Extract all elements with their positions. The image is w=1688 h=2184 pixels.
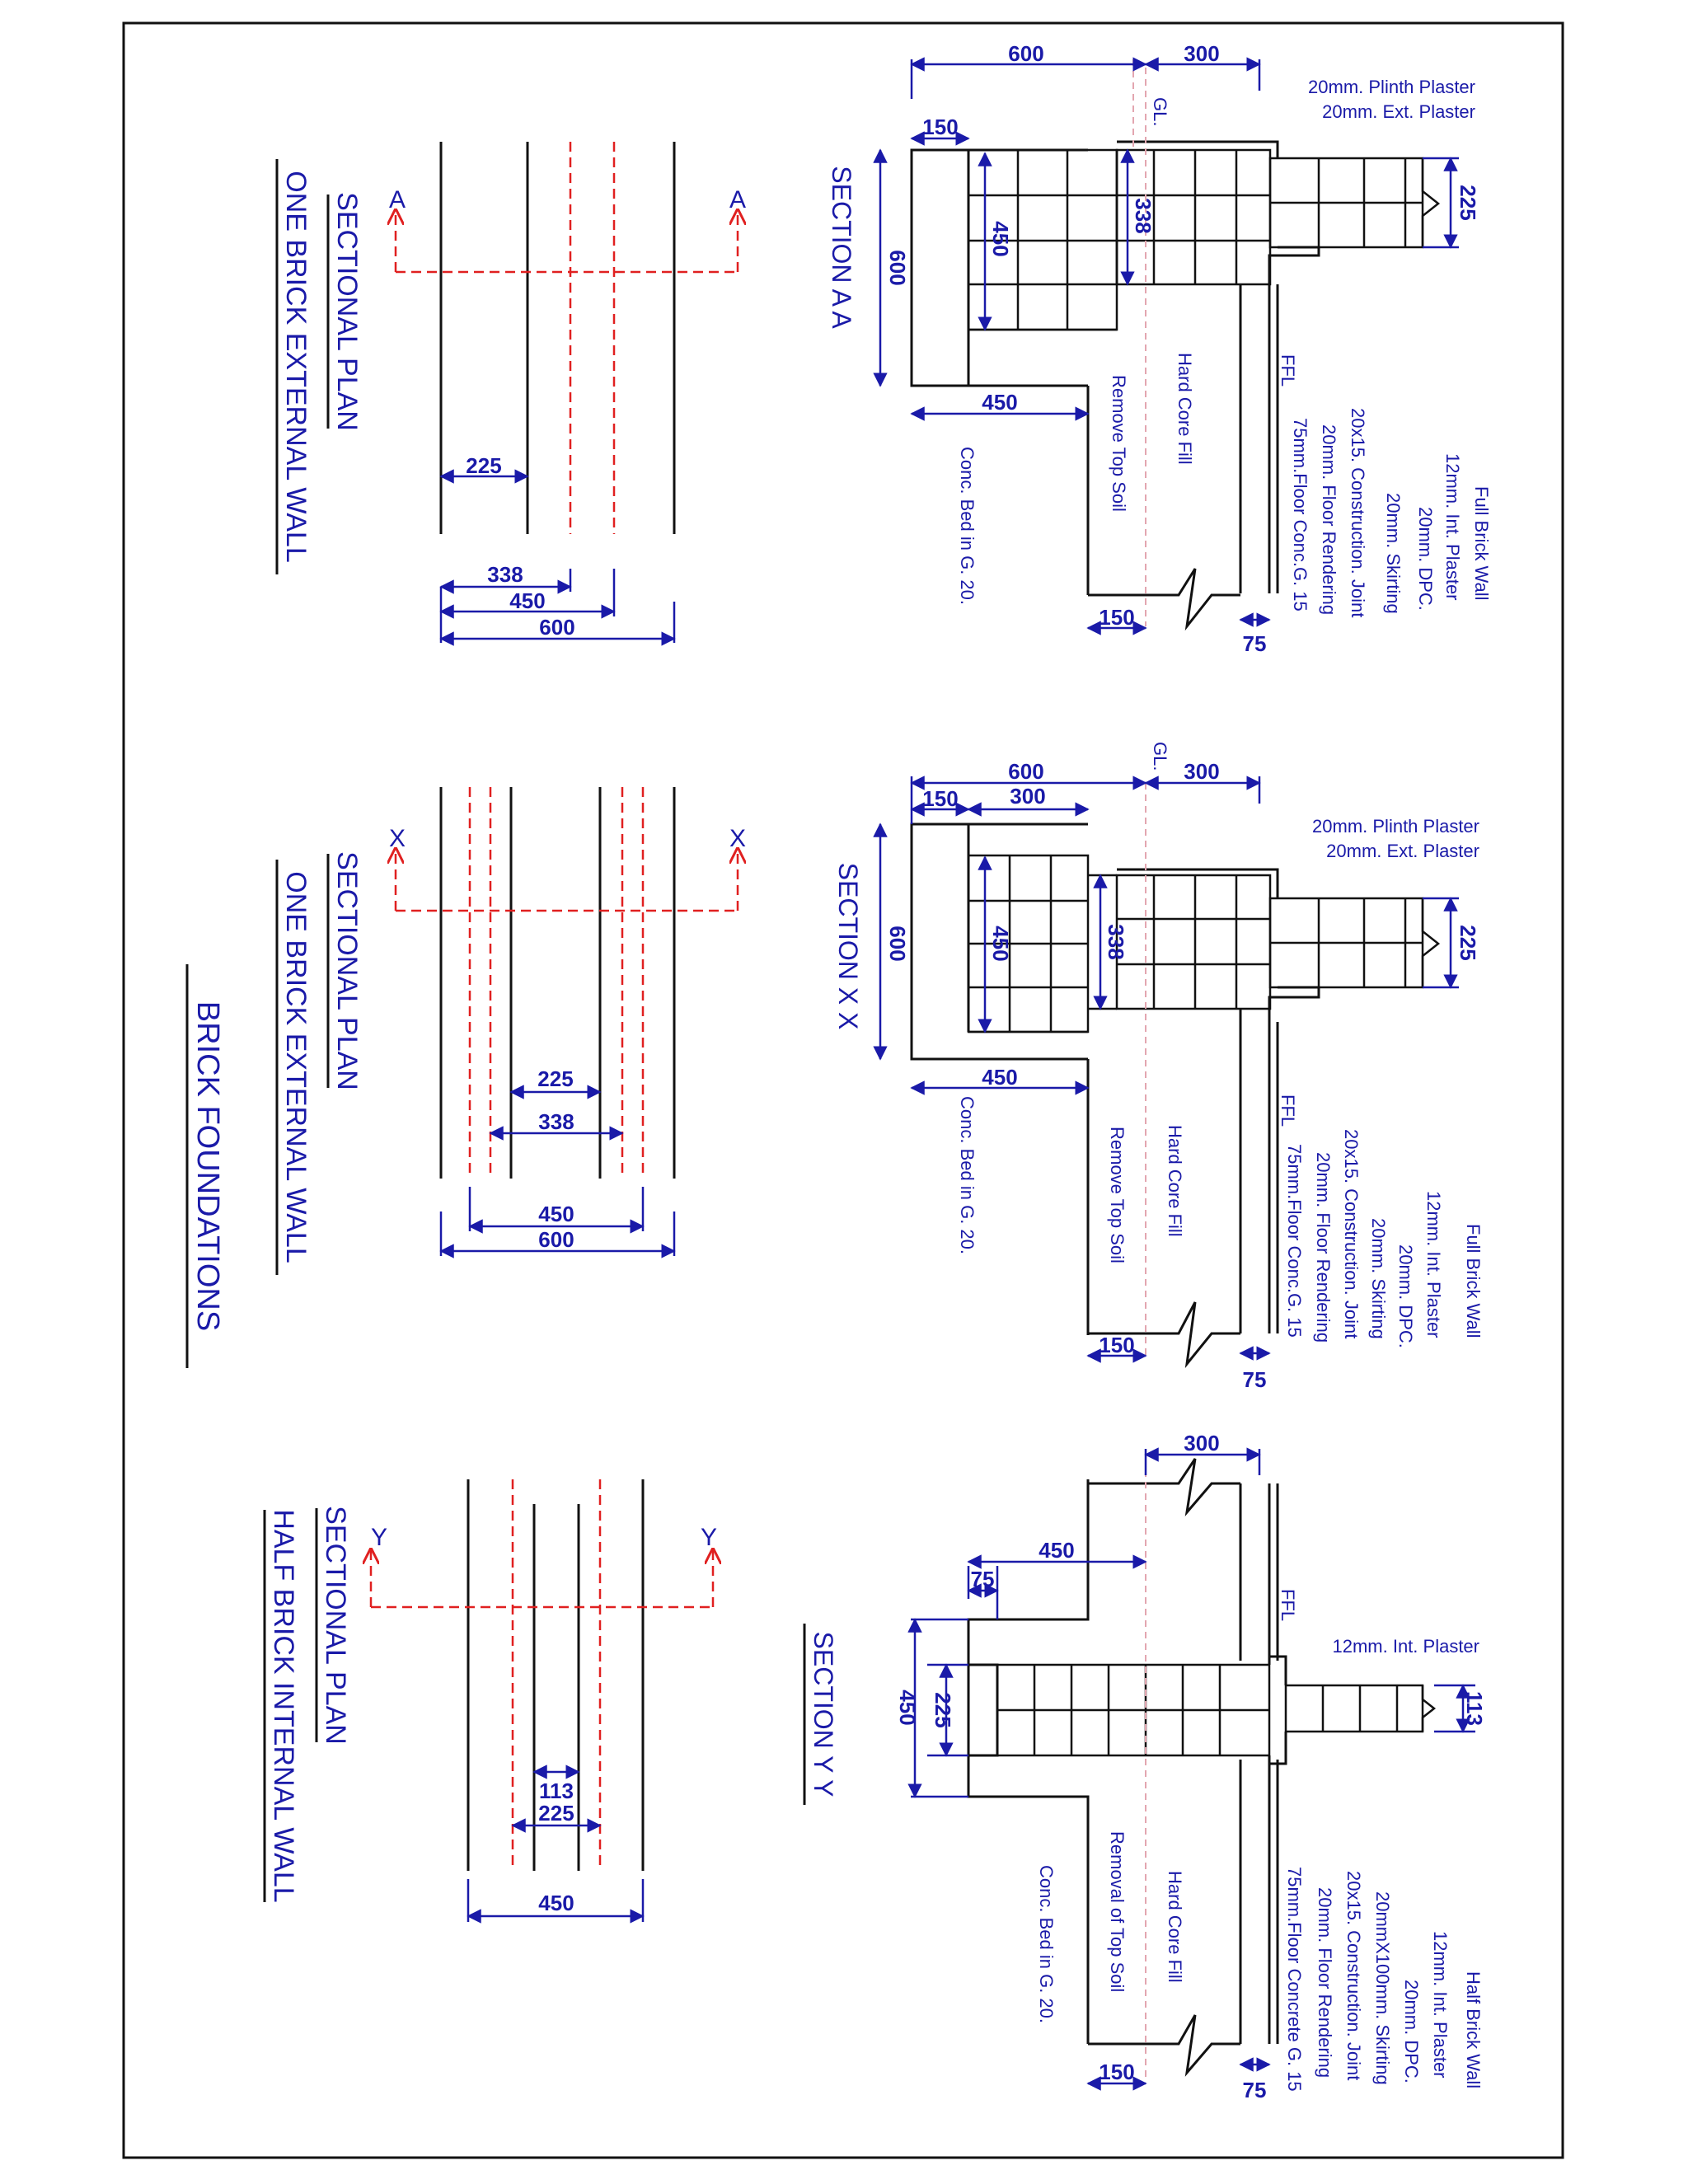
sec-y-bed: Conc. Bed in G. 20. (1036, 1865, 1057, 2023)
sec-y-dim-225v: 225 (931, 1692, 955, 1728)
svg-text:BRICK FOUNDATIONS: BRICK FOUNDATIONS (190, 1001, 225, 1332)
section-x (833, 742, 1484, 1392)
sec-y-note-4: 20x15. Construction. Joint (1343, 1871, 1364, 2081)
plan-y-dim-113: 113 (539, 1779, 574, 1803)
sec-y-dim-113v: 113 (1462, 1691, 1487, 1726)
cut-marker-a-left: A (388, 186, 406, 213)
sec-y-dim-450: 450 (1039, 1538, 1075, 1563)
sec-y-ffl: FFL (1278, 1589, 1298, 1622)
sec-x-note-4: 20x15. Construction. Joint (1341, 1129, 1362, 1339)
sec-a-dim-300: 300 (1184, 41, 1220, 66)
sec-x-note-5: 20mm. Floor Rendering (1313, 1152, 1334, 1343)
sec-x-plaster-2: 20mm. Ext. Plaster (1326, 841, 1479, 861)
cut-marker-y-left: Y (370, 1524, 388, 1551)
sec-a-plaster-2: 20mm. Ext. Plaster (1322, 101, 1475, 122)
sec-a-ffl: FFL (1278, 354, 1298, 387)
plan-x-dim-450: 450 (538, 1202, 574, 1226)
plan-x-title-2: ONE BRICK EXTERNAL WALL (280, 871, 312, 1263)
sec-x-dim-150b: 150 (1099, 1333, 1135, 1357)
sec-a-title: SECTION A A (827, 166, 856, 329)
sec-x-dim-600v: 600 (885, 926, 910, 962)
sec-y-dim-75b: 75 (1242, 2078, 1267, 2102)
plan-y-dim-225: 225 (538, 1801, 574, 1825)
sec-a-note-2: 20mm. DPC. (1415, 507, 1436, 611)
sec-x-ffl: FFL (1278, 1094, 1298, 1127)
sec-a-bed: Conc. Bed in G. 20. (957, 447, 978, 605)
plan-y-dim-450: 450 (538, 1891, 574, 1915)
sec-y-topsoil: Removal of Top Soil (1107, 1831, 1128, 1993)
plan-y-title-2: HALF BRICK INTERNAL WALL (268, 1509, 299, 1903)
plan-x-dim-225: 225 (537, 1066, 574, 1091)
plan-x-dim-600: 600 (538, 1227, 574, 1252)
plan-y-title-1: SECTIONAL PLAN (320, 1506, 351, 1745)
sec-x-dim-300: 300 (1184, 759, 1220, 784)
plan-a-dim-225: 225 (466, 453, 502, 478)
cut-marker-x-right: X (729, 825, 747, 852)
sec-x-gl: GL. (1150, 742, 1170, 771)
sec-a-note-5: 20mm. Floor Rendering (1319, 424, 1339, 616)
cut-marker-y-right: Y (700, 1524, 718, 1551)
sec-a-dim-225v: 225 (1456, 185, 1480, 221)
plan-x (277, 787, 746, 1275)
sec-x-note-3: 20mm. Skirting (1368, 1218, 1389, 1339)
sec-a-hardcore: Hard Core Fill (1175, 353, 1195, 465)
sec-a-plaster-1: 20mm. Plinth Plaster (1308, 77, 1475, 97)
plan-a-title-2: ONE BRICK EXTERNAL WALL (280, 171, 312, 563)
sec-x-note-1: 12mm. Int. Plaster (1423, 1191, 1444, 1338)
sec-x-dim-600: 600 (1008, 759, 1044, 784)
sec-x-topsoil: Remove Top Soil (1107, 1127, 1128, 1263)
sec-x-bed: Conc. Bed in G. 20. (957, 1096, 978, 1254)
plan-x-title-1: SECTIONAL PLAN (331, 851, 363, 1090)
sec-x-dim-450: 450 (982, 1065, 1018, 1090)
sec-x-dim-338v: 338 (1104, 924, 1128, 960)
plan-x-dim-338: 338 (538, 1109, 574, 1134)
sec-x-dim-225v: 225 (1456, 925, 1480, 961)
sec-y-note-2: 20mm. DPC. (1401, 1980, 1422, 2083)
sec-a-dim-600v: 600 (885, 250, 910, 286)
sec-y-dim-75: 75 (970, 1567, 995, 1591)
sec-y-dim-450v: 450 (895, 1690, 920, 1726)
sec-y-hardcore: Hard Core Fill (1165, 1871, 1185, 1983)
cut-marker-a-right: A (729, 186, 747, 213)
plan-a-dim-450: 450 (509, 588, 546, 613)
sec-a-dim-150b: 150 (1099, 605, 1135, 630)
sec-x-dim-450v: 450 (988, 926, 1013, 962)
cut-marker-x-left: X (388, 825, 406, 852)
sec-x-dim-75: 75 (1242, 1367, 1267, 1392)
sec-a-dim-150: 150 (922, 115, 959, 139)
sec-y-note-5: 20mm. Floor Rendering (1315, 1887, 1335, 2079)
sec-y-title: SECTION Y Y (809, 1631, 838, 1797)
sec-x-dim-300b: 300 (1010, 784, 1046, 808)
section-a (827, 41, 1492, 656)
plan-a (277, 142, 746, 643)
plan-a-title-1: SECTIONAL PLAN (331, 192, 363, 431)
section-y (804, 1431, 1487, 2102)
sec-y-note-3: 20mmX100mm. Skirting (1372, 1891, 1393, 2085)
plan-a-dim-600: 600 (539, 615, 575, 640)
main-title (187, 964, 225, 1368)
sec-y-plaster: 12mm. Int. Plaster (1332, 1636, 1479, 1657)
sec-a-dim-450: 450 (982, 390, 1018, 415)
sec-y-dim-150: 150 (1099, 2060, 1135, 2084)
sec-a-note-1: 12mm. Int. Plaster (1442, 453, 1463, 601)
sec-y-dim-300: 300 (1184, 1431, 1220, 1455)
sec-y-note-0: Half Brick Wall (1463, 1971, 1484, 2089)
sec-a-dim-600: 600 (1008, 41, 1044, 66)
sec-x-note-0: Full Brick Wall (1463, 1224, 1484, 1338)
plan-y (265, 1479, 717, 1922)
sec-a-note-0: Full Brick Wall (1471, 486, 1492, 601)
sec-a-topsoil: Remove Top Soil (1109, 375, 1129, 512)
sec-x-note-2: 20mm. DPC. (1395, 1244, 1416, 1348)
plan-a-dim-338: 338 (487, 562, 523, 587)
sec-a-dim-450v: 450 (988, 221, 1013, 257)
sec-a-note-3: 20mm. Skirting (1383, 493, 1404, 614)
sec-y-note-1: 12mm. Int. Plaster (1430, 1931, 1451, 2079)
sec-x-hardcore: Hard Core Fill (1165, 1125, 1185, 1237)
sec-x-dim-150: 150 (922, 786, 959, 811)
sec-x-note-6: 75mm.Floor Conc.G. 15 (1284, 1144, 1305, 1338)
sec-x-plaster-1: 20mm. Plinth Plaster (1312, 816, 1479, 837)
sec-a-dim-75: 75 (1242, 631, 1267, 656)
sec-a-note-6: 75mm.Floor Conc.G. 15 (1290, 418, 1311, 612)
sec-x-title: SECTION X X (833, 862, 863, 1030)
sec-a-dim-338v: 338 (1131, 198, 1156, 234)
sec-y-note-6: 75mm.Floor Concrete G. 15 (1284, 1867, 1305, 2092)
sec-a-note-4: 20x15. Construction. Joint (1348, 408, 1368, 618)
sec-a-gl: GL. (1150, 97, 1170, 127)
